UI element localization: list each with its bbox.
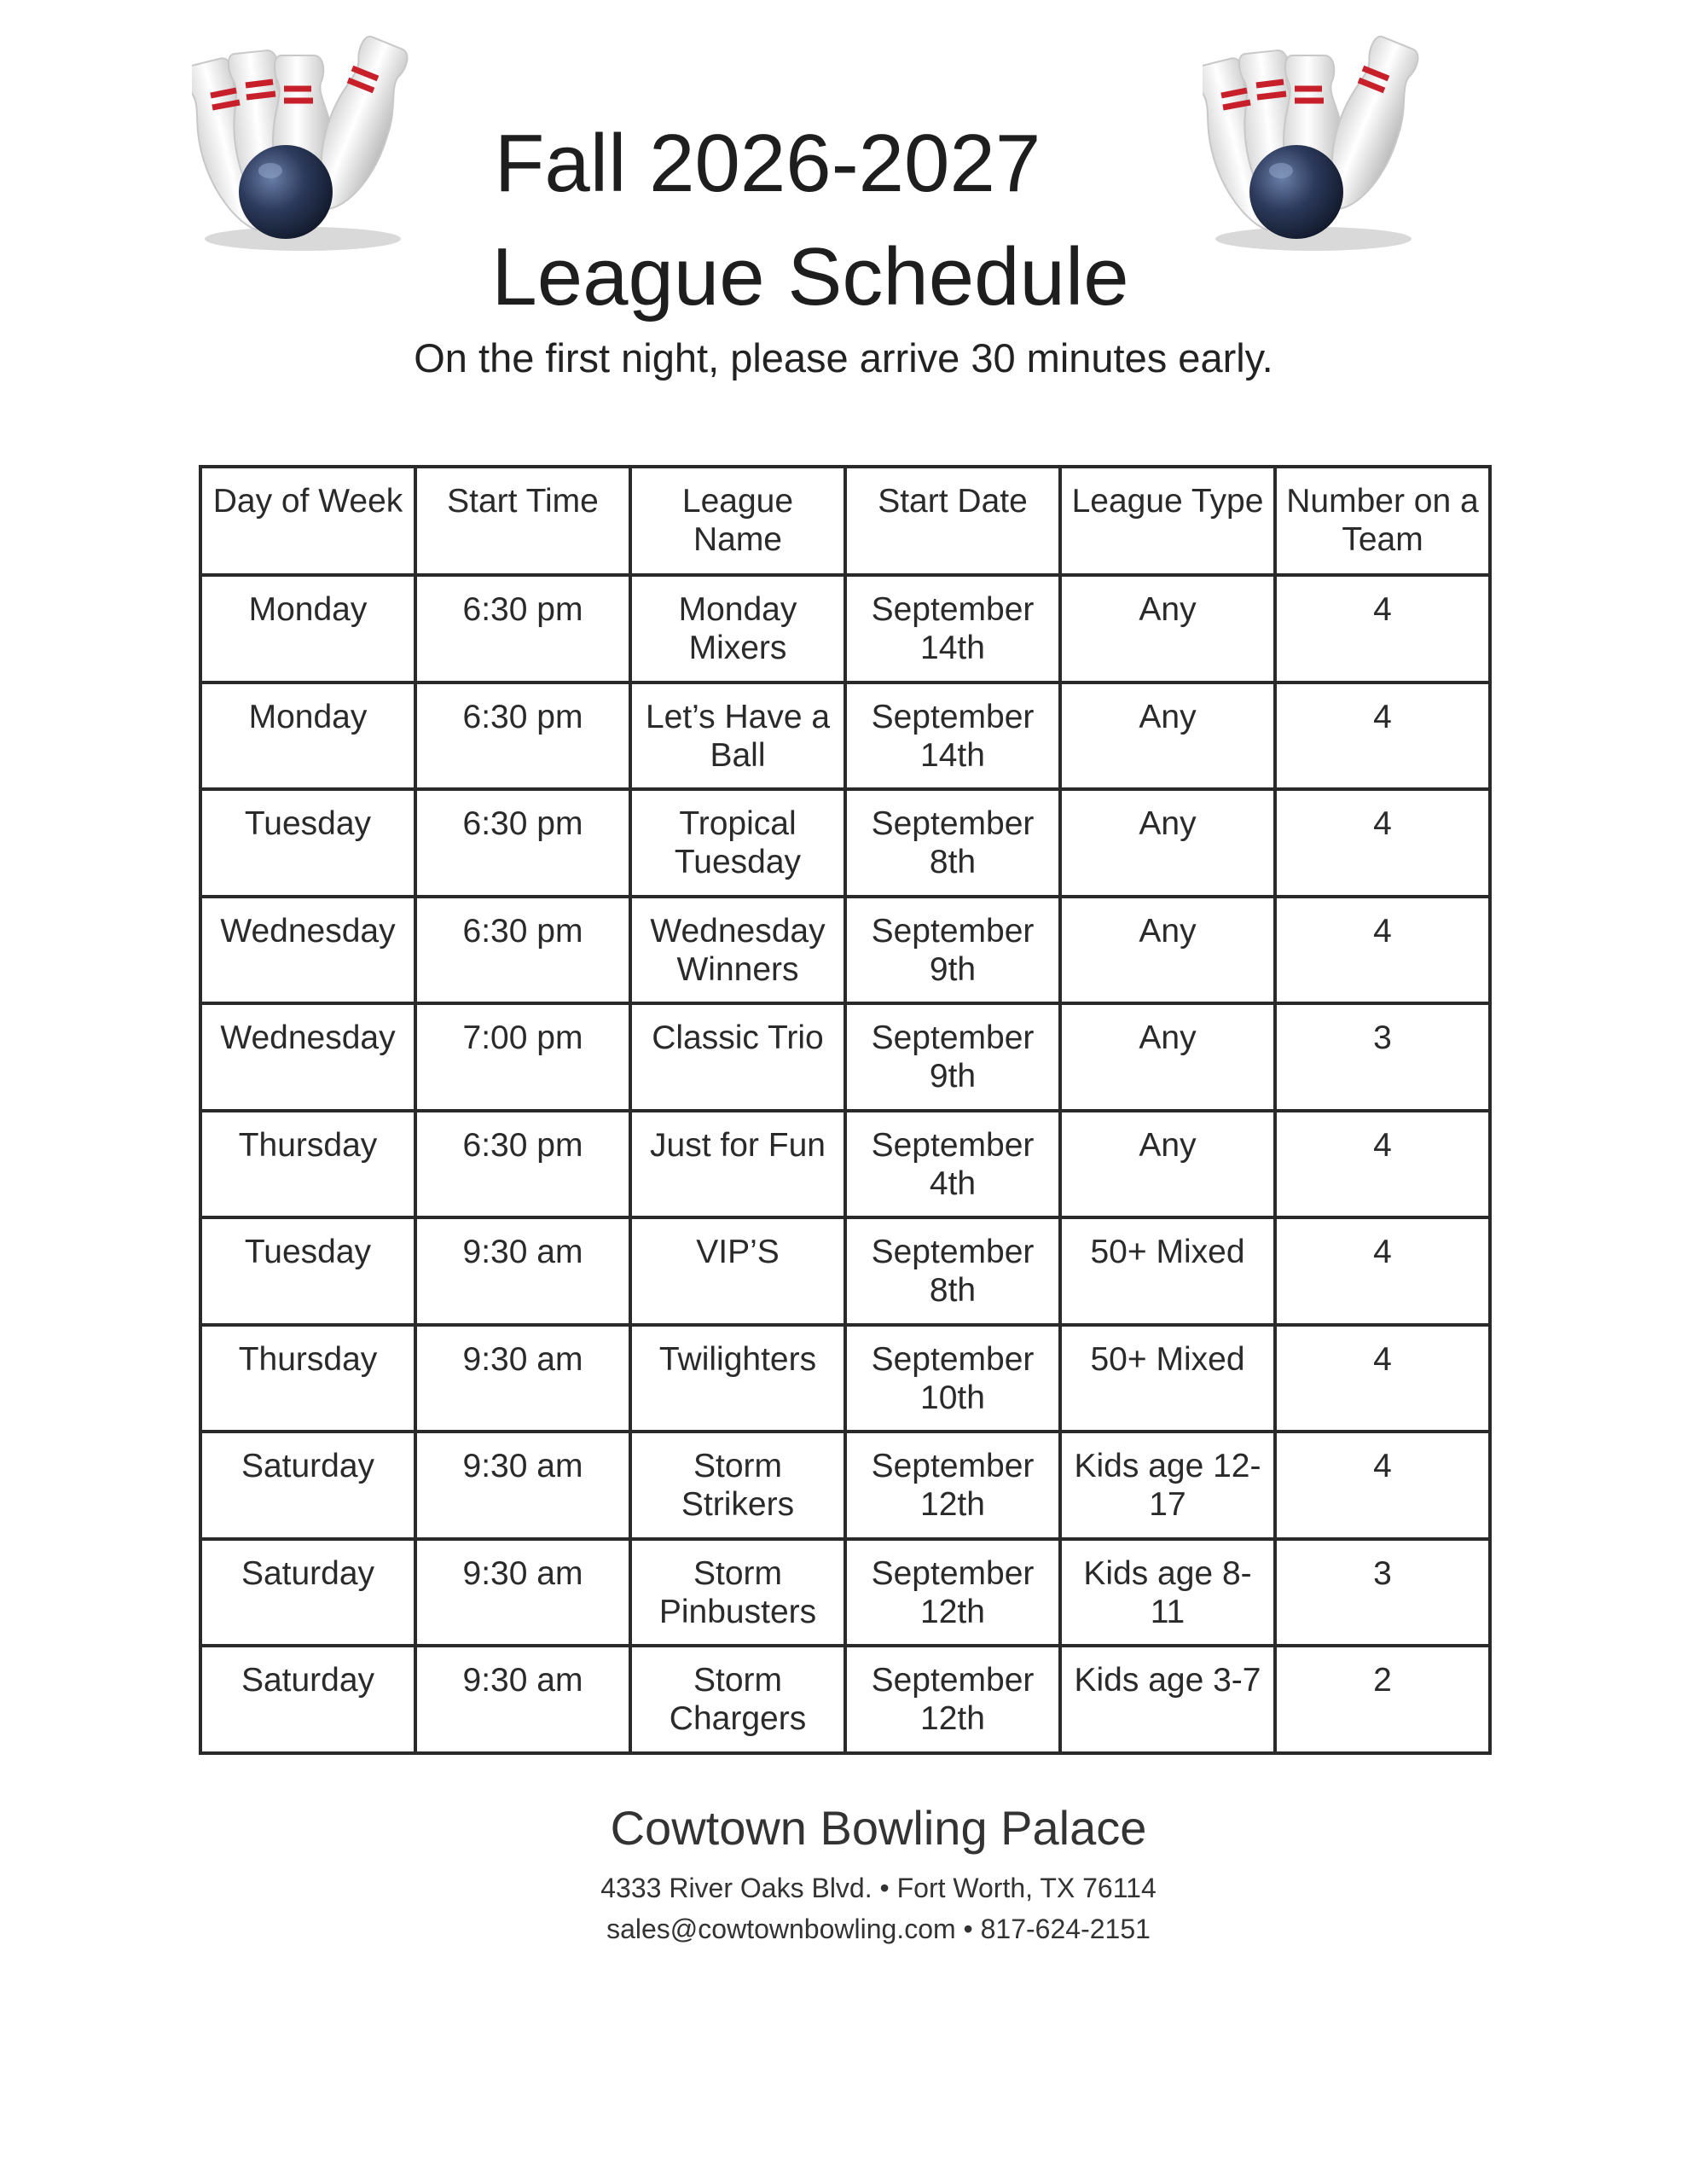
table-row [200,682,1490,790]
team-size-cell: 4 [1275,1217,1490,1325]
start-date-cell: September 10th [845,1325,1060,1432]
table-row [200,1325,1490,1432]
league-name-cell: VIP’S [630,1217,845,1325]
day-of-week-cell: Saturday [200,1539,415,1647]
team-size-cell: 4 [1275,1111,1490,1218]
day-of-week-cell: Wednesday [200,1003,415,1111]
league-name-cell: Tropical Tuesday [630,789,845,897]
table-row [200,897,1490,1004]
league-name-cell: Let’s Have a Ball [630,682,845,790]
league-type-cell: Any [1060,575,1275,682]
league-name-cell: Storm Pinbusters [630,1539,845,1647]
start-date-cell: September 9th [845,897,1060,1004]
start-date-cell: September 9th [845,1003,1060,1111]
team-size-cell: 2 [1275,1646,1490,1753]
start-date-cell: September 12th [845,1432,1060,1539]
table-row [200,789,1490,897]
start-time-cell: 7:00 pm [415,1003,630,1111]
start-time-cell: 9:30 am [415,1432,630,1539]
team-size-cell: 4 [1275,897,1490,1004]
table-row [200,1111,1490,1218]
day-of-week-cell: Thursday [200,1111,415,1218]
start-time-cell: 6:30 pm [415,789,630,897]
page-subtitle: On the first night, please arrive 30 minutes early. [414,335,1273,380]
business-address: 4333 River Oaks Blvd. • Fort Worth, TX 76114 [600,1873,1157,1903]
day-of-week-cell: Saturday [200,1646,415,1753]
column-header: League Type [1060,467,1275,575]
league-type-cell: Any [1060,682,1275,790]
business-name: Cowtown Bowling Palace [610,1801,1147,1855]
table-row [200,1539,1490,1647]
start-time-cell: 6:30 pm [415,575,630,682]
league-type-cell: 50+ Mixed [1060,1325,1275,1432]
column-header: Start Date [845,467,1060,575]
column-header: Number on a Team [1275,467,1490,575]
league-type-cell: Any [1060,789,1275,897]
column-header: Start Time [415,467,630,575]
start-date-cell: September 12th [845,1539,1060,1647]
start-time-cell: 9:30 am [415,1325,630,1432]
start-time-cell: 6:30 pm [415,897,630,1004]
start-time-cell: 9:30 am [415,1539,630,1647]
league-type-cell: Any [1060,1111,1275,1218]
start-date-cell: September 8th [845,789,1060,897]
day-of-week-cell: Wednesday [200,897,415,1004]
team-size-cell: 3 [1275,1539,1490,1647]
league-name-cell: Storm Chargers [630,1646,845,1753]
day-of-week-cell: Saturday [200,1432,415,1539]
team-size-cell: 4 [1275,789,1490,897]
column-header: Day of Week [200,467,415,575]
league-name-cell: Classic Trio [630,1003,845,1111]
table-row [200,1646,1490,1753]
league-name-cell: Twilighters [630,1325,845,1432]
day-of-week-cell: Tuesday [200,789,415,897]
start-date-cell: September 14th [845,682,1060,790]
page-title-line2: League Schedule [491,231,1129,322]
league-type-cell: 50+ Mixed [1060,1217,1275,1325]
column-header: League Name [630,467,845,575]
start-time-cell: 6:30 pm [415,1111,630,1218]
team-size-cell: 4 [1275,682,1490,790]
table-row [200,1003,1490,1111]
league-type-cell: Any [1060,897,1275,1004]
page-title-line1: Fall 2026-2027 [494,118,1041,209]
league-type-cell: Kids age 8-11 [1060,1539,1275,1647]
day-of-week-cell: Tuesday [200,1217,415,1325]
table-body [200,575,1490,1753]
business-contact: sales@cowtownbowling.com • 817-624-2151 [606,1914,1151,1944]
league-name-cell: Storm Strikers [630,1432,845,1539]
start-time-cell: 6:30 pm [415,682,630,790]
league-schedule-table [199,465,1492,1755]
league-type-cell: Kids age 12-17 [1060,1432,1275,1539]
league-name-cell: Just for Fun [630,1111,845,1218]
league-type-cell: Kids age 3-7 [1060,1646,1275,1753]
start-date-cell: September 12th [845,1646,1060,1753]
team-size-cell: 4 [1275,1432,1490,1539]
start-time-cell: 9:30 am [415,1217,630,1325]
start-date-cell: September 8th [845,1217,1060,1325]
day-of-week-cell: Thursday [200,1325,415,1432]
league-type-cell: Any [1060,1003,1275,1111]
team-size-cell: 4 [1275,575,1490,682]
start-date-cell: September 14th [845,575,1060,682]
table-row [200,1217,1490,1325]
table-row [200,1432,1490,1539]
day-of-week-cell: Monday [200,682,415,790]
start-date-cell: September 4th [845,1111,1060,1218]
league-name-cell: Wednesday Winners [630,897,845,1004]
table-row [200,575,1490,682]
table-header-row [200,467,1490,575]
team-size-cell: 3 [1275,1003,1490,1111]
day-of-week-cell: Monday [200,575,415,682]
start-time-cell: 9:30 am [415,1646,630,1753]
team-size-cell: 4 [1275,1325,1490,1432]
league-name-cell: Monday Mixers [630,575,845,682]
